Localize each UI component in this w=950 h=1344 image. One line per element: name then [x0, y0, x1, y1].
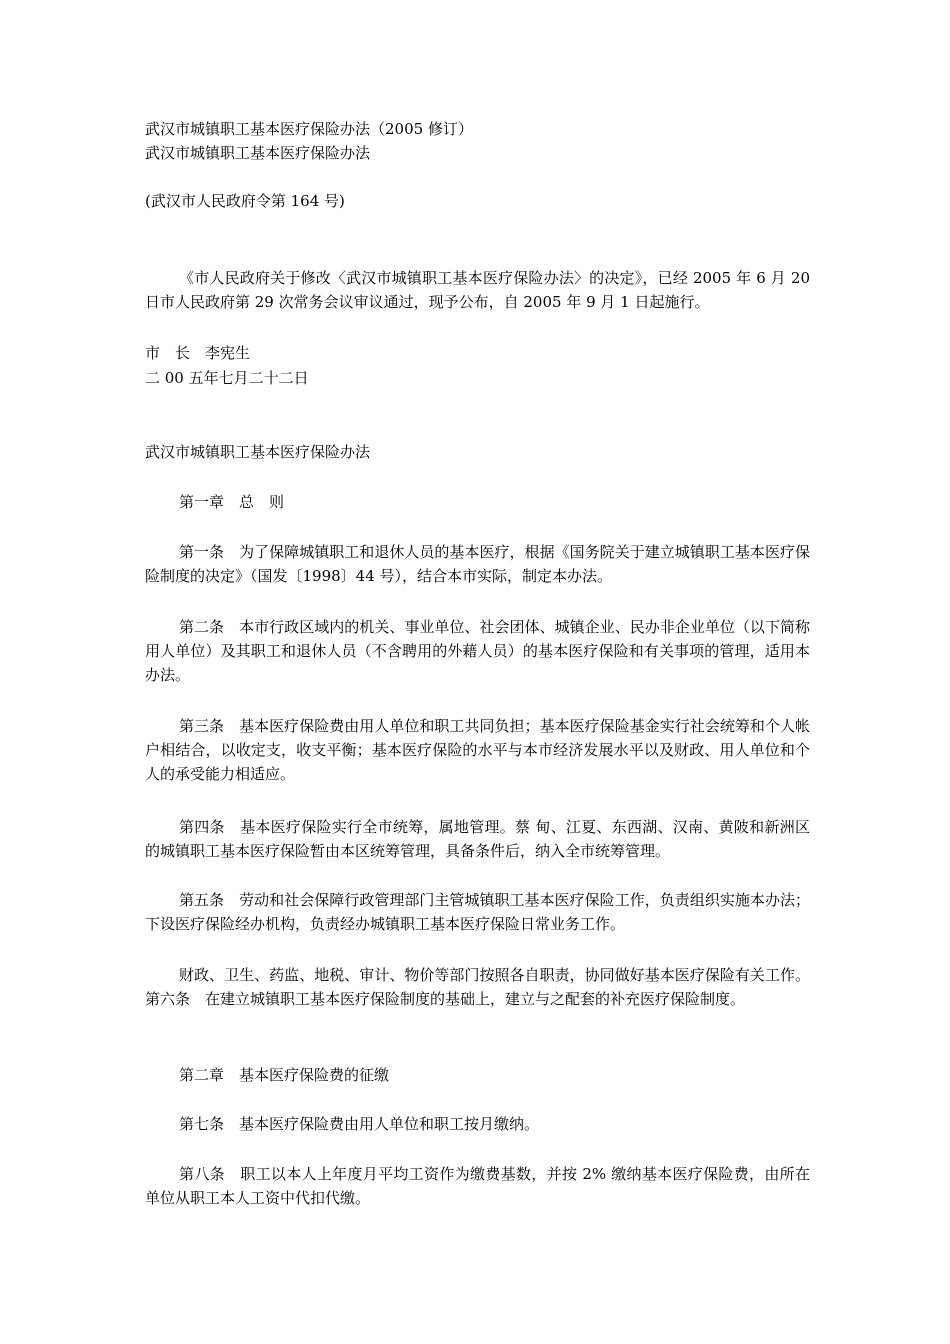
intro-paragraph: 《市人民政府关于修改〈武汉市城镇职工基本医疗保险办法〉的决定》，已经 2005 年 6 月 20 日市人民政府第 29 次常务会议审议通过，现予公布，自 2005 年 9 月 1 日起施行。: [145, 269, 810, 311]
article-4: 第四条 基本医疗保险实行全市统筹，属地管理。蔡 甸、江夏、东西湖、汉南、黄陂和新洲区的城镇职工基本医疗保险暂由本区统筹管理，具备条件后，纳入全市统筹管理。: [145, 818, 810, 860]
article-2: 第二条 本市行政区域内的机关、事业单位、社会团体、城镇企业、民办非企业单位（以下简称用人单位）及其职工和退休人员（不含聘用的外藉人员）的基本医疗保险和有关事项的管理，适用本办法。: [145, 618, 810, 684]
issue-date: 二 00 五年七月二十二日: [145, 369, 309, 387]
article-8: 第八条 职工以本人上年度月平均工资作为缴费基数，并按 2% 缴纳基本医疗保险费，由所在单位从职工本人工资中代扣代缴。: [145, 1165, 810, 1207]
article-5: 第五条 劳动和社会保障行政管理部门主管城镇职工基本医疗保险工作，负责组织实施本办法；下设医疗保险经办机构，负责经办城镇职工基本医疗保险日常业务工作。: [145, 891, 810, 933]
chapter-heading: 第二章 基本医疗保险费的征缴: [179, 1066, 390, 1084]
document-title: 武汉市城镇职工基本医疗保险办法（2005 修订）: [145, 120, 473, 138]
chapter-heading: 第一章 总 则: [179, 493, 285, 511]
article-3: 第三条 基本医疗保险费由用人单位和职工共同负担；基本医疗保险基金实行社会统筹和个人帐户相结合，以收定支，收支平衡；基本医疗保险的水平与本市经济发展水平以及财政、用人单位和个人的承受能力相适应。: [145, 717, 810, 783]
document-subtitle: 武汉市城镇职工基本医疗保险办法: [145, 144, 371, 162]
article-7: 第七条 基本医疗保险费由用人单位和职工按月缴纳。: [179, 1115, 540, 1133]
article-5-continued: 财政、卫生、药监、地税、审计、物价等部门按照各自职责，协同做好基本医疗保险有关工作。第六条 在建立城镇职工基本医疗保险制度的基础上，建立与之配套的补充医疗保险制度。: [145, 966, 810, 1008]
article-1: 第一条 为了保障城镇职工和退休人员的基本医疗，根据《国务院关于建立城镇职工基本医疗保险制度的决定》（国发〔1998〕44 号），结合本市实际，制定本办法。: [145, 543, 810, 585]
mayor-signature: 市 长 李宪生: [145, 344, 251, 362]
government-order-number: (武汉市人民政府令第 164 号): [145, 192, 345, 210]
regulation-title: 武汉市城镇职工基本医疗保险办法: [145, 443, 371, 461]
